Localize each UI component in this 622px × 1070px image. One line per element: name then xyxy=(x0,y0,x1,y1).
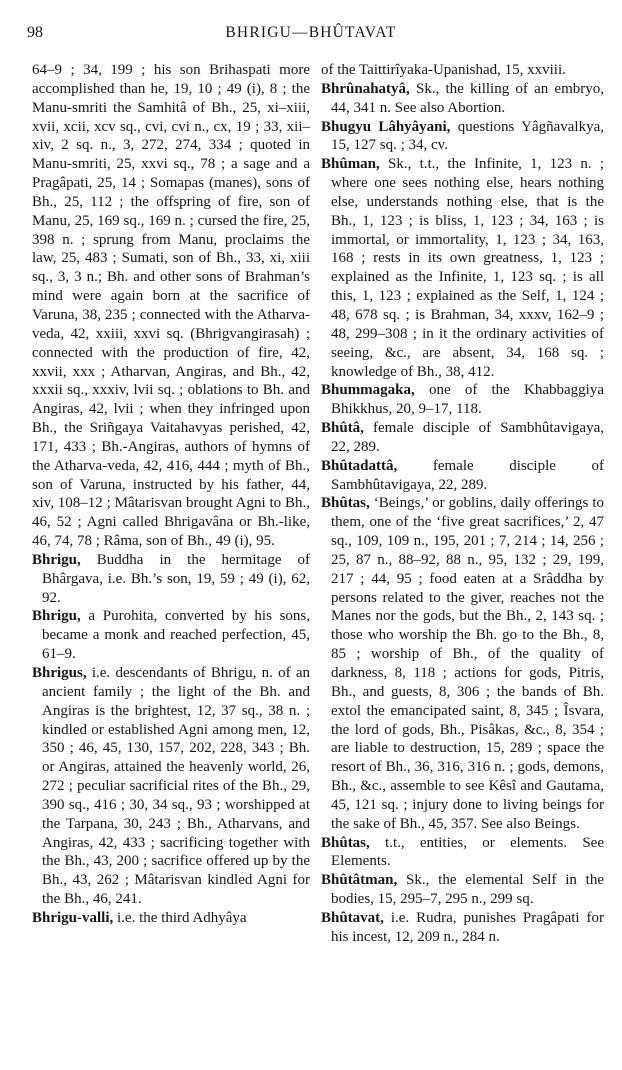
index-entry xyxy=(321,909,604,947)
entry-headword: Bhûman, xyxy=(321,156,380,173)
entry-headword: Bhûtavat, xyxy=(321,909,384,926)
entry-text: Sk., t.t., the Infinite, 1, 123 n. ; where one sees nothing else, hears nothing else, understands nothing else, that is the Bh., 1, 123 ; is bliss, 1, 123 ; 34, 163 ; is immortal, or immortality, 1, 123 ; 34, 163, 168 ; rests in its own greatness, 1, 123 ; explained as the Infinite, 1, 123 sq. ; is all this, 1, 123 ; explained as the Self, 1, 124 ; 48, 678 sq. ; is Brahman, 34, xxxv, 162–9 ; 48, 299–308 ; in it the ordinary activities of seeing, &c., are absent, 34, 168 sq. ; knowledge of Bh., 38, 412. xyxy=(331,156,604,380)
index-entry xyxy=(321,834,604,872)
index-entry xyxy=(321,80,604,118)
entry-headword: Bhrigus, xyxy=(32,665,87,681)
index-entry xyxy=(321,419,604,457)
entry-text: i.e. descendants of Bhrigu, n. of an ancient family ; the light of the Bh. and Angiras is the brightest, 12, 37 sq., 38 n. ; kindled or established Agni among men, 12, 350 ; 46, 45, 130, 157, 202, 228, 343 ; Bh. or Angiras, attained the heavenly world, 26, 272 ; peculiar sacrificial rites of the Bh., 29, 390 sq., 416 ; 30, 34 sq., 93 ; worshipped at the Tarpana, 30, 243 ; Bh., Atharvans, and Angiras, 42, 433 ; sacrificing together with the Bh., 43, 200 ; sacrifice offered up by the Bh., 43, 262 ; Mâtarisvan kindled Agni for the Bh., 46, 241. xyxy=(42,665,310,908)
entry-headword: Bhûtâtman, xyxy=(321,872,398,889)
index-entry xyxy=(321,871,604,909)
index-entry xyxy=(321,118,604,156)
index-entry xyxy=(321,494,604,833)
index-entry-continuation xyxy=(32,61,310,551)
entry-headword: Bhûtas, xyxy=(321,495,370,512)
entry-text: Sk., the elemental Self in the bodies, 15, 295–7, 295 n., 299 sq. xyxy=(331,872,604,908)
entry-text: female disciple of Sambhûtavigaya, 22, 289. xyxy=(331,420,604,455)
entry-text: of the Taittirîyaka-Upanishad, 15, xxviii. xyxy=(321,62,566,78)
running-head: BHRIGU—BHÛTAVAT xyxy=(225,24,397,41)
entry-text: 64–9 ; 34, 199 ; his son Brihaspati more accomplished than he, 19, 10 ; 49 (i), 8 ; the Manu-smriti the Samhitâ of Bh., 25, xi–xiii, xvii, xcii, xcv sq., cvi, cvi n., cx, 19 ; 33, xii–xiv, 2 sq. n., 3, 272, 274, 334 ; quoted in Manu-smriti, 25, xxvi sq., 78 ; a sage and a Pragâpati, 25, 14 ; Somapas (manes), sons of Bh., 25, 112 ; the offspring of fire, son of Manu, 25, 169 sq., 169 n. ; cursed the fire, 25, 398 n. ; sprung from Manu, proclaims the law, 25, 483 ; Sumati, son of Bh., 33, xi, xiii sq., 3, 3 n.; Bh. and other sons of Brahman’s mind were again born at the sacrifice of Varuna, 38, 235 ; connected with the Atharva-veda, 42, xxiii, xxvi sq. (Bhrigvangirasah) ; connected with the production of fire, 42, xxvii, xxx ; Atharvan, Angiras, and Bh., 42, xxxii sq., xxxiv, lvii sq. ; oblations to Bh. and Angiras, 42, lvii ; when they infringed upon Bh., the Sriñgaya Vaitahavyas perished, 42, 171, 433 ; Bh.-Angiras, authors of hymns of the Atharva-veda, 42, 416, 444 ; myth of Bh., son of Varuna, instructed by his father, 44, xiv, 108–12 ; Mâtarisvan brought Agni to Bh., 46, 52 ; Agni called Bhrigavâna or Bh.-like, 46, 74, 78 ; Râma, son of Bh., 49 (i), 95. xyxy=(32,62,310,550)
entry-headword: Bhummagaka, xyxy=(321,382,415,399)
entry-text: questions Yâgñavalkya, 15, 127 sq. ; 34, cv. xyxy=(331,118,605,154)
entry-headword: Bhrigu-valli, xyxy=(32,909,114,926)
entry-text: ‘Beings,’ or goblins, daily offerings to them, one of the ‘five great sacrifices,’ 2, 47 sq., 109, 109 n., 195, 201 ; 7, 214 ; 14, 256 ; 25, 87 n., 88–92, 88 n., 95, 132 ; 29, 199, 217 ; 44, 95 ; food eaten at a Srâddha by persons related to the giver, reaches not the Manes nor the gods, but the Bh., 2, 143 sq. ; those who worship the Bh. go to the Bh., 8, 85 ; worship of Bh., of the quality of darkness, 8, 118 ; actions for gods, Pitris, Bh., and guests, 8, 306 ; the bands of Bh. extol the emancipated saint, 8, 345 ; Îsvara, the lord of gods, Bh., Pisâkas, &c., 8, 354 ; are liable to destruction, 15, 289 ; space the resort of Bh., 36, 316, 316 n. ; gods, demons, Bh., &c., assemble to see Kêsî and Gautama, 45, 121 sq. ; injury done to living beings for the sake of Bh., 45, 357. See also Beings. xyxy=(331,495,604,832)
entry-headword: Bhrigu, xyxy=(32,551,81,568)
index-entry-continuation xyxy=(321,61,604,80)
entry-text: t.t., entities, or elements. See Elements. xyxy=(331,834,604,870)
left-column xyxy=(32,61,310,928)
index-entry xyxy=(32,664,310,909)
entry-text: Buddha in the hermitage of Bhârgava, i.e. Bh.’s son, 19, 59 ; 49 (i), 62, 92. xyxy=(42,551,310,606)
entry-text: female disciple of Sambhûtavigaya, 22, 289. xyxy=(331,457,604,493)
page-number: 98 xyxy=(27,24,43,41)
entry-text: one of the Khabbaggiya Bhikkhus, 20, 9–17, 118. xyxy=(331,382,604,418)
index-entry xyxy=(32,551,310,608)
entry-headword: Bhrûnahatyâ, xyxy=(321,80,410,97)
index-entry xyxy=(321,457,604,495)
entry-text: i.e. the third Adhyâya xyxy=(113,909,247,926)
index-entry xyxy=(321,381,604,419)
entry-text: a Purohita, converted by his sons, became a monk and reached perfection, 45, 61–9. xyxy=(42,608,310,663)
index-entry xyxy=(32,909,310,928)
entry-headword: Bhûtadattâ, xyxy=(321,457,398,474)
entry-headword: Bhrigu, xyxy=(32,608,81,625)
entry-headword: Bhûtas, xyxy=(321,834,370,851)
entry-text: i.e. Rudra, punishes Pragâpati for his incest, 12, 209 n., 284 n. xyxy=(331,909,604,945)
index-entry xyxy=(321,155,604,381)
entry-headword: Bhûtâ, xyxy=(321,420,364,437)
right-column xyxy=(321,61,604,947)
entry-headword: Bhugyu Lâhyâyani, xyxy=(321,118,451,135)
entry-text: Sk., the killing of an embryo, 44, 341 n. See also Abortion. xyxy=(331,80,604,116)
index-entry xyxy=(32,607,310,664)
